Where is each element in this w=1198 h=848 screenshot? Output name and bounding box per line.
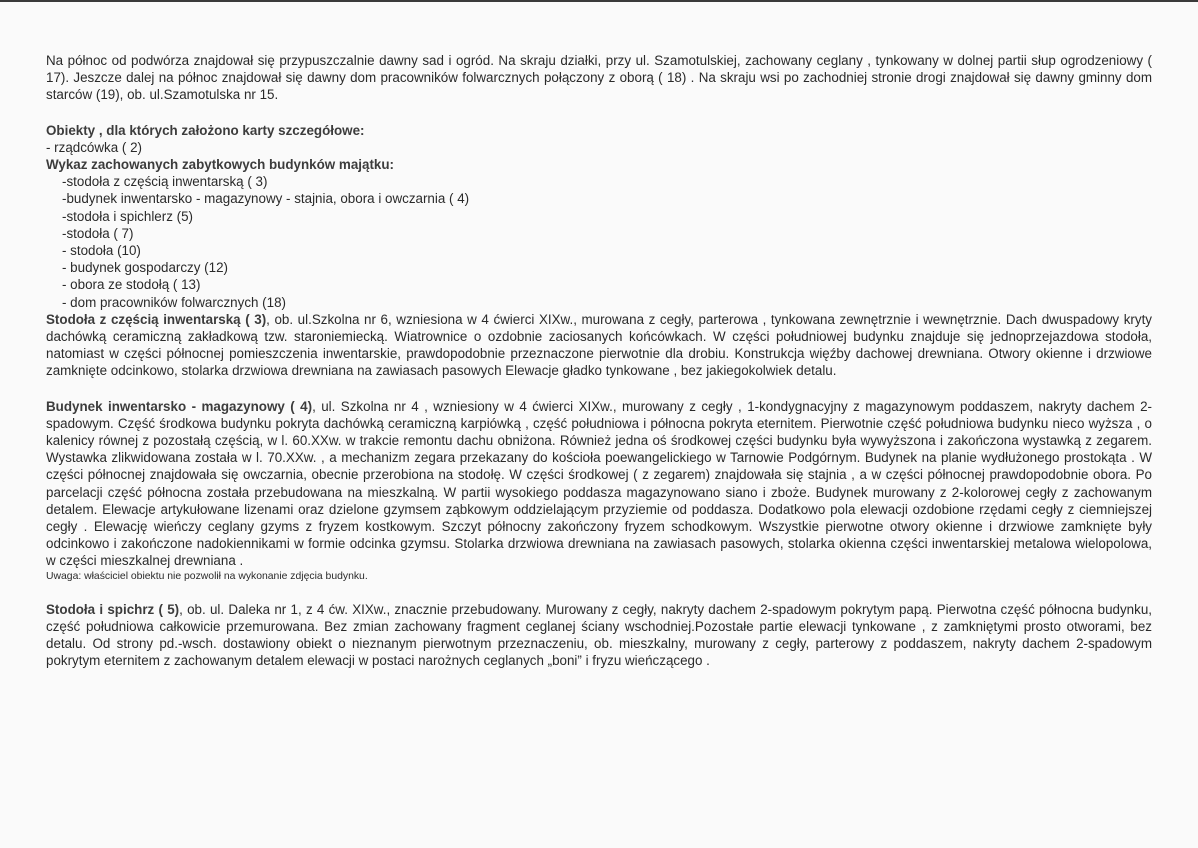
budynek-4-text: , ul. Szkolna nr 4 , wzniesiony w 4 ćwierci XIXw., murowany z cegły , 1-kondygnacyjny z magazynowym poddaszem, nakryty dachem 2-spadowym. Część środkowa budynku pokryta dachówką ceramiczną karpiówką , część południowa i północna pokryta eternitem. Pierwotnie część południowa budynku nieco wyższa , o kalenicy równej z pozostałą częścią, w l. 60.XXw. w trakcie remontu dachu obniżona. Również jedna oś środkowej części budynku była wywyższona i zakończona wystawką z zegarem. Wystawka zlikwidowana została w l. 70.XXw. , a mechanizm zegara przekazany do kościoła poewangelickiego w Tarnowie Podgórnym. Budynek na planie wydłużonego prostokąta . W części północnej znajdowała się owczarnia, obecnie przerobiona na stodołę. W części środkowej ( z zegarem) znajdowała się stajnia , a w części północnej prawdopodobnie obora. Po parcelacji część północna została przebudowana na mieszkalną. W partii wysokiego poddasza magazynowano siano i zboże. Budynek murowany z 2-kolorowej cegły z zachowanym detalem. Elewacje artykułowane lizenami oraz dzielone gzymsem ząbkowym oddzielającym przyziemie od poddasza. Dodatkowo pola elewacji ozdobione rzędami cegły z ciemniejszej cegły . Elewację wieńczy ceglany gzyms z fryzem kostkowym. Szczyt północny zakończony fryzem schodkowym. Wszystkie pierwotne otwory okienne i drzwiowe zamknięte były odcinkowo i zakończone nadokiennikami w formie odcinka gzymsu. Stolarka drzwiowa drewniana na zawiasach pasowych, stolarka okienna części inwentarskiej metalowa wielopolowa, w części mieszkalnej drewniana . — [46, 398, 1152, 569]
intro-paragraph: Na północ od podwórza znajdował się przypuszczalnie dawny sad i ogród. Na skraju działki, przy ul. Szamotulskiej, zachowany ceglany , tynkowany w dolnej partii słup ogrodzeniowy ( 17). Jeszcze dalej na północ znajdował się dawny dom pracowników folwarcznych połączony z oborą ( 18) . Na skraju wsi po zachodniej stronie drogi znajdował się dawny gminny dom starców (19), ob. ul.Szamotulska nr 15. — [46, 53, 1152, 103]
list-item: - budynek gospodarczy (12) — [62, 260, 228, 276]
objects-heading: Obiekty , dla których założono karty szczegółowe: — [46, 122, 365, 138]
stodola-3-paragraph — [46, 311, 1152, 380]
scan-top-edge — [0, 0, 1198, 2]
budynek-4-paragraph — [46, 398, 1152, 570]
list-item: - dom pracowników folwarcznych (18) — [62, 294, 286, 310]
list-item: -budynek inwentarsko - magazynowy - stajnia, obora i owczarnia ( 4) — [62, 191, 470, 207]
document-page — [46, 52, 1152, 670]
list-item: -stodoła ( 7) — [62, 225, 134, 241]
stodola-5-paragraph — [46, 601, 1152, 670]
stodola-3-title: Stodoła z częścią inwentarską ( 3) — [46, 311, 267, 327]
list-item: - obora ze stodołą ( 13) — [62, 277, 201, 293]
stodola-5-title: Stodoła i spichrz ( 5) — [46, 601, 180, 617]
budynek-4-title: Budynek inwentarsko - magazynowy ( 4) — [46, 398, 313, 414]
stodola-5-text: , ob. ul. Daleka nr 1, z 4 ćw. XIXw., znacznie przebudowany. Murowany z cegły, nakryty dachem 2-spadowym pokrytym papą. Pierwotna część północna budynku, część południowa całkowicie przemurowana. Bez zmian zachowany fragment ceglanej ściany wschodniej.Pozostałe partie elewacji tynkowane , z zamkniętymi prosto otworami, bez detalu. Od strony pd.-wsch. dostawiony obiekt o nieznanym pierwotnym przeznaczeniu, ob. mieszkalny, murowany z cegły, parterowy z poddaszem, nakryty dachem 2-spadowym pokrytym eternitem z zachowanym detalem elewacji w postaci narożnych ceglanych „boni” i fryzu wieńczącego . — [46, 601, 1152, 669]
list-item: - stodoła (10) — [62, 243, 141, 259]
budynek-4-note: Uwaga: właściciel obiektu nie pozwolił na wykonanie zdjęcia budynku. — [46, 570, 368, 582]
inventory-heading: Wykaz zachowanych zabytkowych budynków majątku: — [46, 157, 394, 173]
stodola-3-text: , ob. ul.Szkolna nr 6, wzniesiona w 4 ćwierci XIXw., murowana z cegły, parterowa , tynkowana zewnętrznie i wewnętrznie. Dach dwuspadowy kryty dachówką ceramiczną zakładkową tzw. staroniemiecką. Wiatrownice o ozdobnie zaciosanych końcówkach. W części południowej budynku znajduje się jednoprzejazdowa stodoła, natomiast w części północnej pomieszczenia inwentarskie, prawdopodobnie przeznaczone pierwotnie dla drobiu. Konstrukcja więźby dachowej drewniana. Otwory okienne i drzwiowe zamknięte odcinkowo, stolarka drzwiowa drewniana na zawiasach pasowych Elewacje gładko tynkowane , bez jakiegokolwiek detalu. — [46, 311, 1152, 379]
inventory-list — [46, 173, 1152, 311]
list-item: -stodoła i spichlerz (5) — [62, 208, 193, 224]
list-item: -stodoła z częścią inwentarską ( 3) — [62, 174, 268, 190]
objects-item: - rządcówka ( 2) — [46, 139, 142, 155]
